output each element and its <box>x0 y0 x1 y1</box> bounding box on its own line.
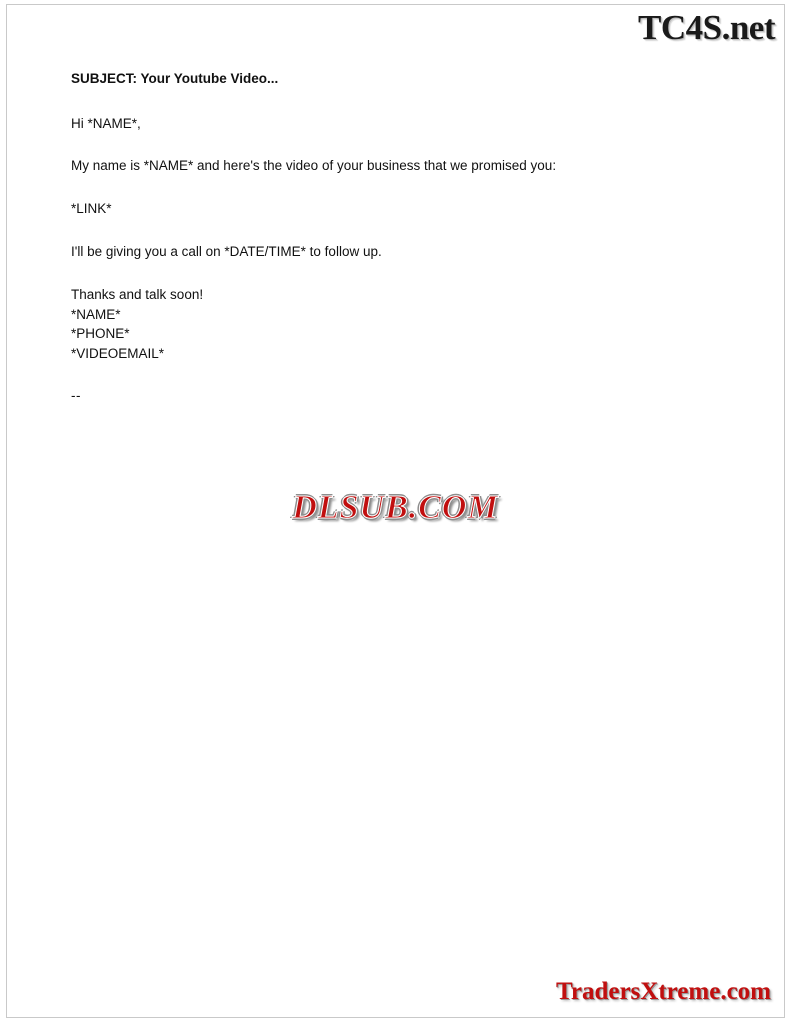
signature-separator: -- <box>71 388 81 404</box>
signature-videoemail: *VIDEOEMAIL* <box>71 345 165 361</box>
letter-intro-paragraph: My name is *NAME* and here's the video of your business that we promised you: <box>71 158 557 174</box>
letter-followup-paragraph: I'll be giving you a call on *DATE/TIME* to follow up. <box>71 243 382 259</box>
center-watermark <box>0 487 791 529</box>
letter-closing-line: Thanks and talk soon! <box>71 287 204 303</box>
letter-greeting: Hi *NAME*, <box>71 115 141 131</box>
footer-brand-logo: TradersXtreme.com <box>556 978 771 1005</box>
letter-body <box>71 70 711 430</box>
letter-subject-line: SUBJECT: Your Youtube Video... <box>71 71 279 86</box>
watermark-text: DLSUB.COM <box>292 489 499 526</box>
signature-phone: *PHONE* <box>71 326 130 342</box>
header-brand-logo: TC4S.net <box>638 8 775 47</box>
letter-link-placeholder: *LINK* <box>71 200 112 216</box>
letter-signature-block <box>71 285 711 363</box>
signature-name: *NAME* <box>71 306 121 322</box>
